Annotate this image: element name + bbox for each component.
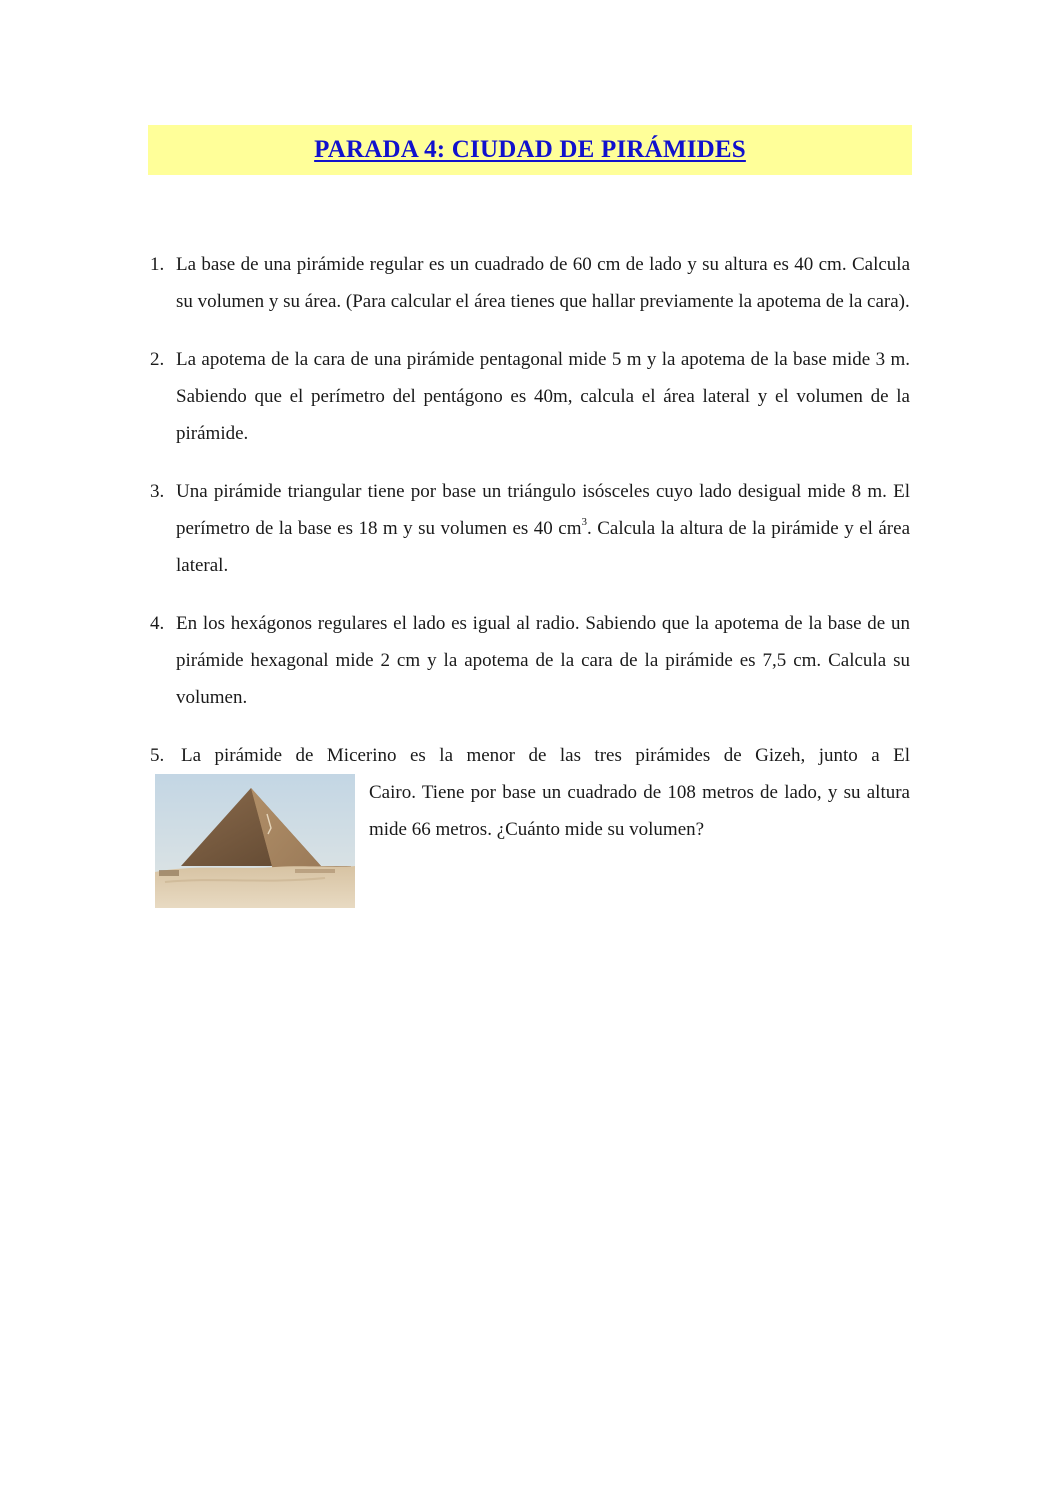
problem-number: 5. — [150, 745, 165, 766]
problem-text-rest: Cairo. Tiene por base un cuadrado de 108 metros de lado, y su altura mide 66 metros. ¿Cuánto mide su volumen? — [369, 782, 910, 840]
problem-text-after: . Calcula la altura de la pirámide y el área lateral. — [176, 518, 910, 576]
pyramid-photo-image — [155, 774, 355, 908]
problem-number: 4. — [150, 613, 165, 634]
problem-text — [176, 481, 910, 576]
title-banner — [148, 125, 912, 175]
problem-number: 3. — [150, 481, 165, 502]
pyramid-photo — [155, 774, 355, 908]
problem-body-with-photo — [176, 774, 910, 908]
page-title: PARADA 4: CIUDAD DE PIRÁMIDES — [314, 136, 746, 163]
problem-item — [150, 473, 910, 584]
problem-text-first-line: La pirámide de Micerino es la menor de las tres pirámides de Gizeh, junto a El — [181, 745, 910, 766]
problem-number: 1. — [150, 254, 165, 275]
problem-list — [150, 246, 910, 929]
problem-text-before: Una pirámide triangular tiene por base un triángulo isósceles cuyo lado desigual mide 8 m. El perímetro de la base es 18 m y su volumen es 40 cm — [176, 481, 910, 539]
cubic-exponent: 3 — [581, 516, 587, 528]
problem-number: 2. — [150, 349, 165, 370]
problem-item — [150, 737, 910, 908]
problem-item — [150, 341, 910, 452]
problem-item — [150, 246, 910, 320]
problem-text: La apotema de la cara de una pirámide pentagonal mide 5 m y la apotema de la base mide 3 m. Sabiendo que el perímetro del pentágono es 40m, calcula el área lateral y el volumen de la pirámide. — [176, 349, 910, 444]
problem-item — [150, 605, 910, 716]
problem-text: En los hexágonos regulares el lado es igual al radio. Sabiendo que la apotema de la base de un pirámide hexagonal mide 2 cm y la apotema de la cara de la pirámide es 7,5 cm. Calcula su volumen. — [176, 613, 910, 708]
problem-text: La base de una pirámide regular es un cuadrado de 60 cm de lado y su altura es 40 cm. Calcula su volumen y su área. (Para calcular el área tienes que hallar previamente la apotema de la cara). — [176, 254, 910, 312]
